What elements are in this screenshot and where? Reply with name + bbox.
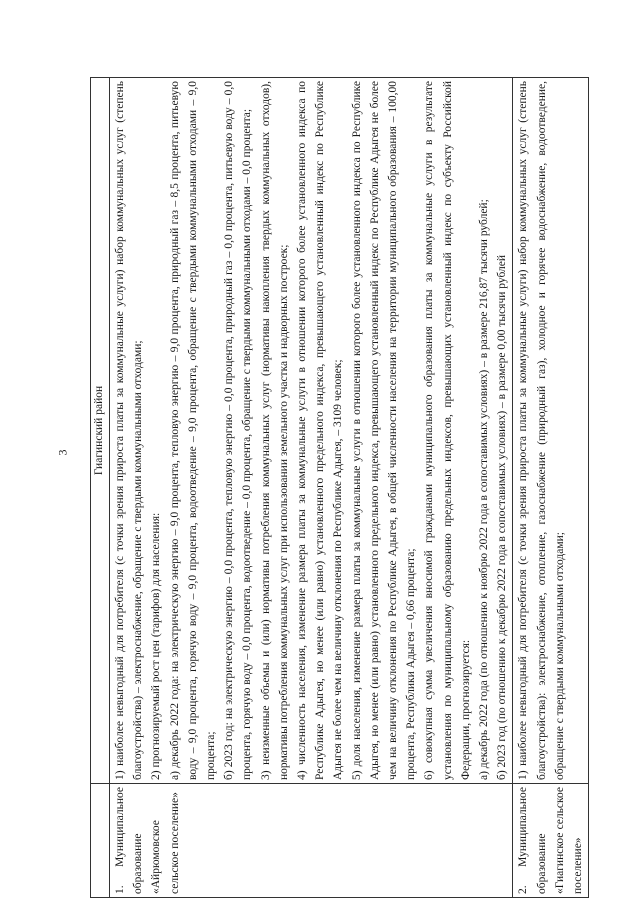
municipality-name: 2. Муниципальное образование «Гиагинское сельское поселение» <box>513 784 589 898</box>
rotated-page-content <box>90 78 600 898</box>
municipality-name: 1. Муниципальное образование «Айрюмовское сельское поселение» <box>110 784 513 898</box>
section-title: Гиагинский район <box>91 78 110 784</box>
list-item: 3) неизменные объемы и (или) нормативы потребления коммунальных услуг (нормативы накопления твердых коммунальных отходов), нормативы потребления коммунальных услуг при использовании земельного участка и надворных построек; <box>259 81 290 780</box>
list-item: 4) численность населения, изменение размера платы за коммунальные услуги в отношении которого более установленного индекса по Республике Адыгея, но менее (или равно) установленного предельного индекса, превышающего установленный индекс по Республике Адыгея не более чем на величину отклонения по Республике Адыгея, – 3109 человек; <box>296 81 345 780</box>
indicators-table <box>90 77 589 898</box>
list-item: 1) наиболее невыгодный для потребителя (с точки зрения прироста платы за коммунальные услуги) набор коммунальных услуг (степень благоустройства) – электроснабжение, обращение с твердыми коммунальными отходами; <box>114 81 145 780</box>
list-item: 6) совокупная сумма увеличения вносимой гражданами муниципального образования платы за коммунальные услуги в результате установления по муниципальному образованию предельных индексов, превышающих установленный индекс по субъекту Российской Федерации, прогнозируется: <box>423 81 472 780</box>
indicators-cell <box>513 78 589 784</box>
list-item: 1) наиболее невыгодный для потребителя (с точки зрения прироста платы за коммунальные услуги) набор коммунальных услуг (степень благоустройства): электроснабжение, отопление, газоснабжение (природный газ), холодное и горячее водоснабжение, водоотведение, обращение с твердыми коммунальными отходами; <box>517 81 566 780</box>
list-item: б) 2023 год (по отношению к декабрю 2022 года в сопоставимых условиях) – в размере 0,00 тысячи рублей <box>496 254 509 780</box>
list-item: 5) доля населения, изменение размера платы за коммунальные услуги в отношении которого более установленного индекса по Республике Адыгея, но менее (или равно) установленного предельного индекса, превышающего установленный индекс по Республике Адыгея не более чем на величину отклонения по Республике Адыгея, в общей численности населения на территории муниципального образования – 100,00 процента, Республики Адыгея – 0,66 процента; <box>350 81 418 780</box>
table-row <box>513 78 589 898</box>
page-number: 3 <box>55 449 70 456</box>
section-header-row <box>91 78 110 898</box>
list-item: а) декабрь 2022 года (по отношению к ноябрю 2022 года в сопоставимых условиях) – в размере 216,87 тысячи рублей; <box>478 199 491 780</box>
list-item: б) 2023 год: на электрическую энергию – 0,0 процента, тепловую энергию – 0,0 процента, природный газ – 0,0 процента, питьевую воду – 0,0 процента, горячую воду – 0,0 процента, водоотведение – 0,0 процента, обращение с твердыми коммунальными отходами – 0,0 процента; <box>223 81 254 780</box>
list-item: 2) прогнозируемый рост цен (тарифов) для населения: <box>150 512 163 780</box>
list-item: а) декабрь 2022 года: на электрическую энергию – 9,0 процента, тепловую энергию – 9,0 процента, природный газ – 8,5 процента, питьевую воду – 9,0 процента, горячую воду – 9,0 процента, водоотведение – 9,0 процента, обращение с твердыми коммунальными отходами – 9,0 процента; <box>168 81 218 780</box>
table-row <box>110 78 513 898</box>
indicators-cell <box>110 78 513 784</box>
